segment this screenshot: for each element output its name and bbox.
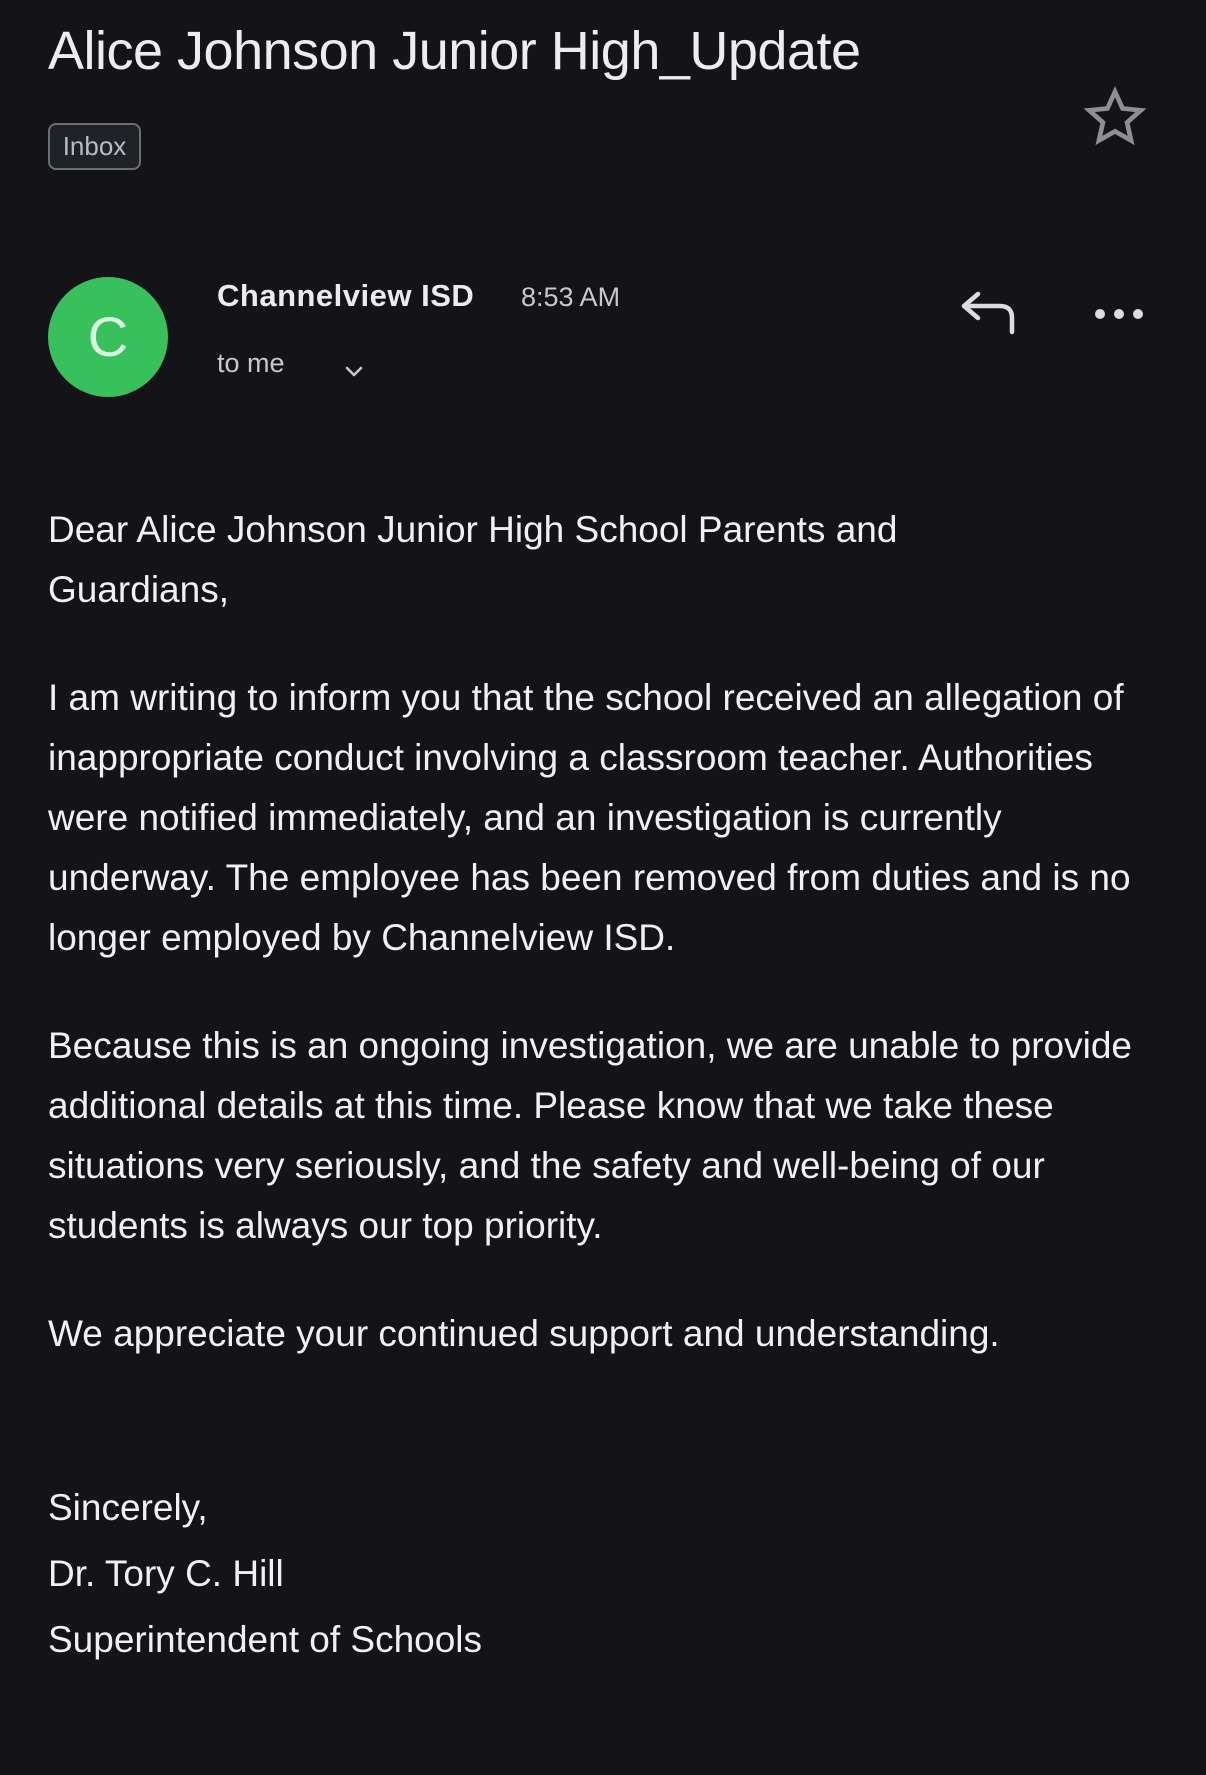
email-time: 8:53 AM — [521, 282, 621, 312]
signature-name: Dr. Tory C. Hill — [48, 1553, 284, 1594]
star-icon[interactable] — [1082, 84, 1148, 150]
email-paragraph: We appreciate your continued support and understanding. — [48, 1313, 1000, 1354]
recipient-summary[interactable]: to me — [217, 348, 285, 378]
closing: Sincerely, — [48, 1487, 208, 1528]
email-greeting: Dear Alice Johnson Junior High School Parents and Guardians, — [48, 509, 898, 610]
inbox-label-badge[interactable]: Inbox — [48, 123, 141, 170]
email-paragraph: Because this is an ongoing investigation, we are unable to provide additional details at this time. Please know that we take these situations very seriously, and the safety and well-being of our students is always our top priority. — [48, 1025, 1132, 1246]
email-paragraph: I am writing to inform you that the school received an allegation of inappropriate conduct involving a classroom teacher. Authorities were notified immediately, and an investigation is currently underway. The employee has been removed from duties and is no longer employed by Channelview ISD. — [48, 677, 1131, 958]
signature-title: Superintendent of Schools — [48, 1619, 483, 1660]
sender-avatar: C — [48, 277, 168, 397]
chevron-down-icon[interactable] — [340, 360, 368, 384]
email-signature — [48, 1475, 482, 1673]
sender-name[interactable]: Channelview ISD — [217, 278, 475, 313]
email-body — [48, 500, 1168, 1412]
more-options-icon[interactable] — [1090, 296, 1150, 332]
reply-icon[interactable] — [956, 286, 1022, 338]
email-subject: Alice Johnson Junior High_Update — [48, 21, 861, 81]
